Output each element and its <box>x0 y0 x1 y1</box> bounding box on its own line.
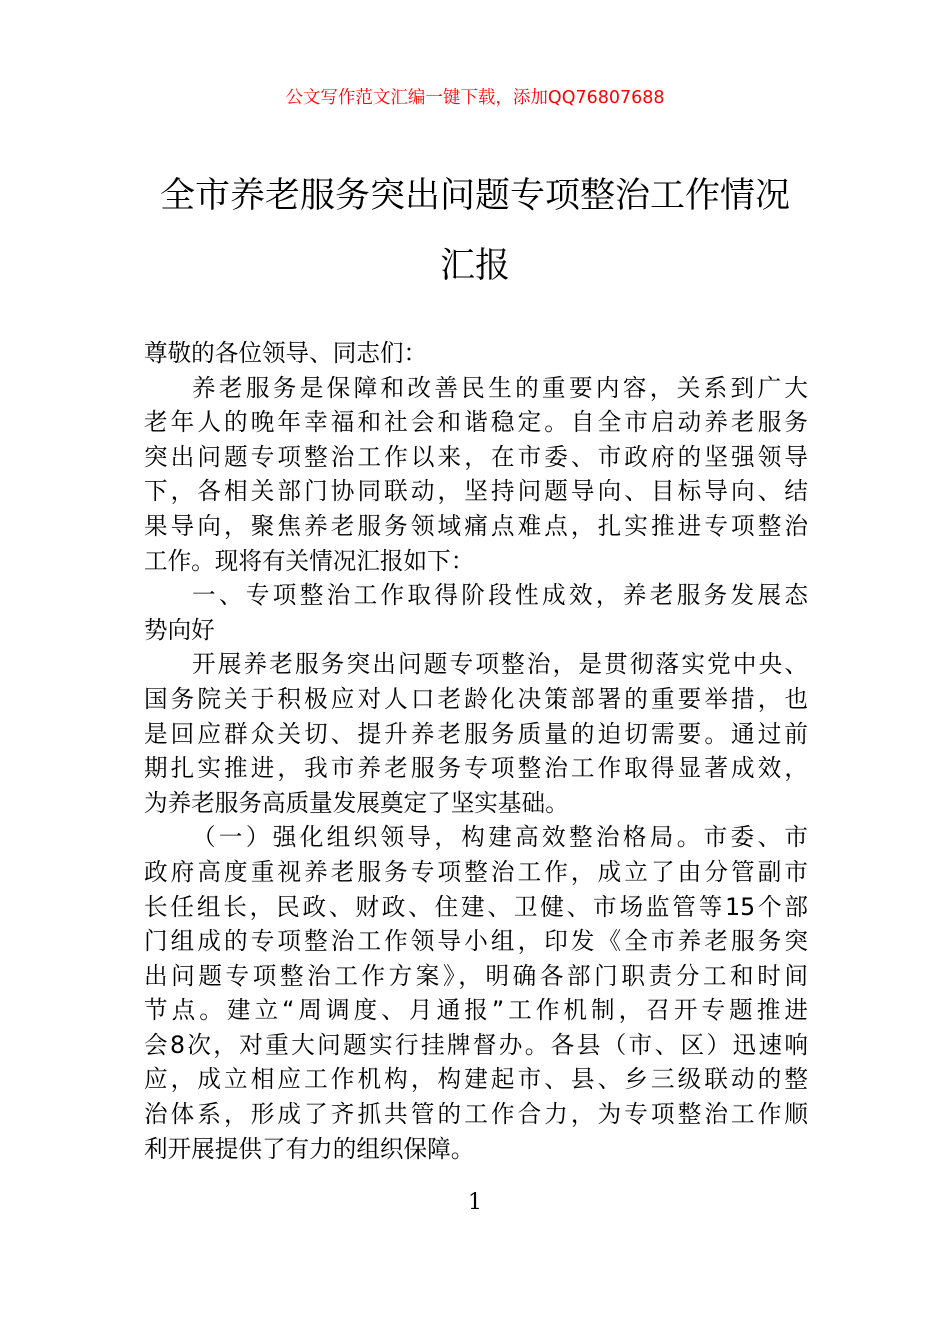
body-line: 开展养老服务突出问题专项整治，是贯彻落实党中央、 <box>192 650 808 679</box>
subsection-line: （一）强化组织领导，构建高效整治格局。市委、市 <box>192 823 808 852</box>
body-line: 期扎实推进，我市养老服务专项整治工作取得显著成效， <box>144 754 808 783</box>
body-line: 政府高度重视养老服务专项整治工作，成立了由分管副市 <box>144 857 808 886</box>
body-line: 是回应群众关切、提升养老服务质量的迫切需要。通过前 <box>144 719 808 748</box>
body-line: 突出问题专项整治工作以来，在市委、市政府的坚强领导 <box>144 442 808 471</box>
body-line: 养老服务是保障和改善民生的重要内容，关系到广大 <box>192 373 808 402</box>
body-line: 长任组长，民政、财政、住建、卫健、市场监管等15个部 <box>144 892 808 921</box>
body-line: 老年人的晚年幸福和社会和谐稳定。自全市启动养老服务 <box>144 408 808 437</box>
document-title-line-2: 汇报 <box>439 246 510 286</box>
body-line: 出问题专项整治工作方案》，明确各部门职责分工和时间 <box>144 961 808 990</box>
body-line: 会8次，对重大问题实行挂牌督办。各县（市、区）迅速响 <box>144 1030 808 1059</box>
download-banner: 公文写作范文汇编一键下载，添加QQ76807688 <box>285 88 665 108</box>
document-body <box>144 336 808 1166</box>
section-heading-line: 一、专项整治工作取得阶段性成效，养老服务发展态 <box>192 581 808 610</box>
body-line: 国务院关于积极应对人口老龄化决策部署的重要举措，也 <box>144 684 808 713</box>
salutation: 尊敬的各位领导、同志们： <box>144 339 428 367</box>
body-line: 应，成立相应工作机构，构建起市、县、乡三级联动的整 <box>144 1065 808 1094</box>
body-line: 果导向，聚焦养老服务领域痛点难点，扎实推进专项整治 <box>144 511 808 540</box>
section-heading-line: 势向好 <box>144 615 215 644</box>
body-line: 门组成的专项整治工作领导小组，印发《全市养老服务突 <box>144 927 808 956</box>
body-line: 治体系，形成了齐抓共管的工作合力，为专项整治工作顺 <box>144 1100 808 1129</box>
body-line: 工作。现将有关情况汇报如下： <box>144 546 475 575</box>
body-line: 为养老服务高质量发展奠定了坚实基础。 <box>144 788 569 817</box>
body-line: 利开展提供了有力的组织保障。 <box>144 1134 475 1163</box>
page-number: 1 <box>468 1190 482 1215</box>
document-title-line-1: 全市养老服务突出问题专项整治工作情况 <box>159 176 790 216</box>
body-line: 下，各相关部门协同联动，坚持问题导向、目标导向、结 <box>144 477 808 506</box>
body-line: 节点。建立“周调度、月通报”工作机制，召开专题推进 <box>144 996 808 1025</box>
